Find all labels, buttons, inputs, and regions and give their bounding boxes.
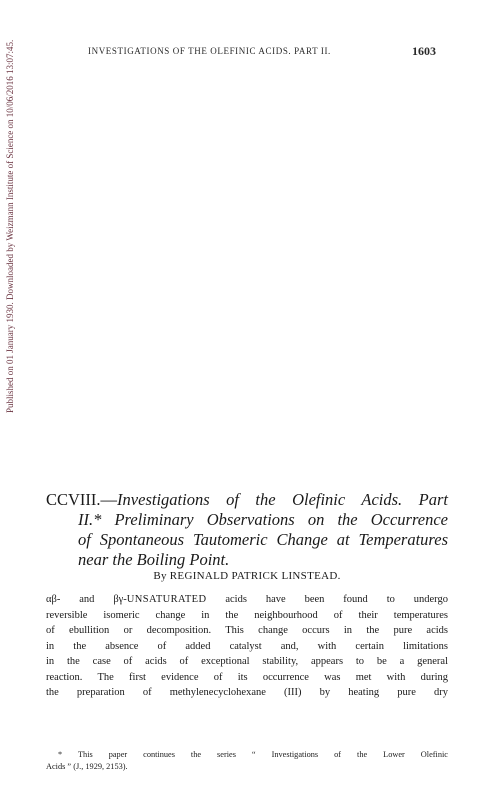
title-line-1-text: Investigations of the Olefinic Acids. Part (117, 490, 448, 509)
title-line-3: of Spontaneous Tautomeric Change at Temperatures (78, 530, 448, 549)
download-watermark: Published on 01 January 1930. Downloaded by Weizmann Institute of Science on 10/06/2016 13:07:45. (5, 40, 15, 414)
footnote-line-1: * This paper continues the series “ Investigations of the Lower Olefinic (58, 750, 448, 759)
body-line-6: reaction. The first evidence of its occurrence was met with during (46, 671, 448, 683)
body-lead-prefix: αβ- and βγ- (46, 594, 127, 605)
title-number: CCVIII.— (46, 490, 118, 509)
body-line-1 (46, 592, 448, 608)
title-line-2: II.* Preliminary Observations on the Occurrence (78, 510, 448, 529)
footnote-line-2: Acids ” (J., 1929, 2153). (46, 762, 128, 771)
body-lead-rest: acids have been found to undergo (206, 594, 448, 605)
body-line-4: in the absence of added catalyst and, with certain limitations (46, 640, 448, 652)
article-title (46, 490, 448, 570)
running-head-title: INVESTIGATIONS OF THE OLEFINIC ACIDS. PART II. (88, 46, 331, 56)
body-line-5: in the case of acids of exceptional stability, appears to be a general (46, 656, 448, 667)
body-lead-caps: UNSATURATED (126, 594, 207, 605)
running-head (88, 46, 436, 56)
footnote (46, 749, 448, 773)
page-number: 1603 (412, 44, 436, 58)
body-line-7: the preparation of methylenecyclohexane (III) by heating pure dry (46, 687, 448, 698)
body-line-2: reversible isomeric change in the neighbourhood of their temperatures (46, 609, 448, 621)
title-line-1 (46, 490, 448, 510)
title-line-4: near the Boiling Point. (78, 550, 230, 569)
author-byline: By REGINALD PATRICK LINSTEAD. (153, 570, 341, 582)
body-paragraph (46, 592, 448, 701)
body-line-3: of ebullition or decomposition. This change occurs in the pure acids (46, 625, 448, 636)
